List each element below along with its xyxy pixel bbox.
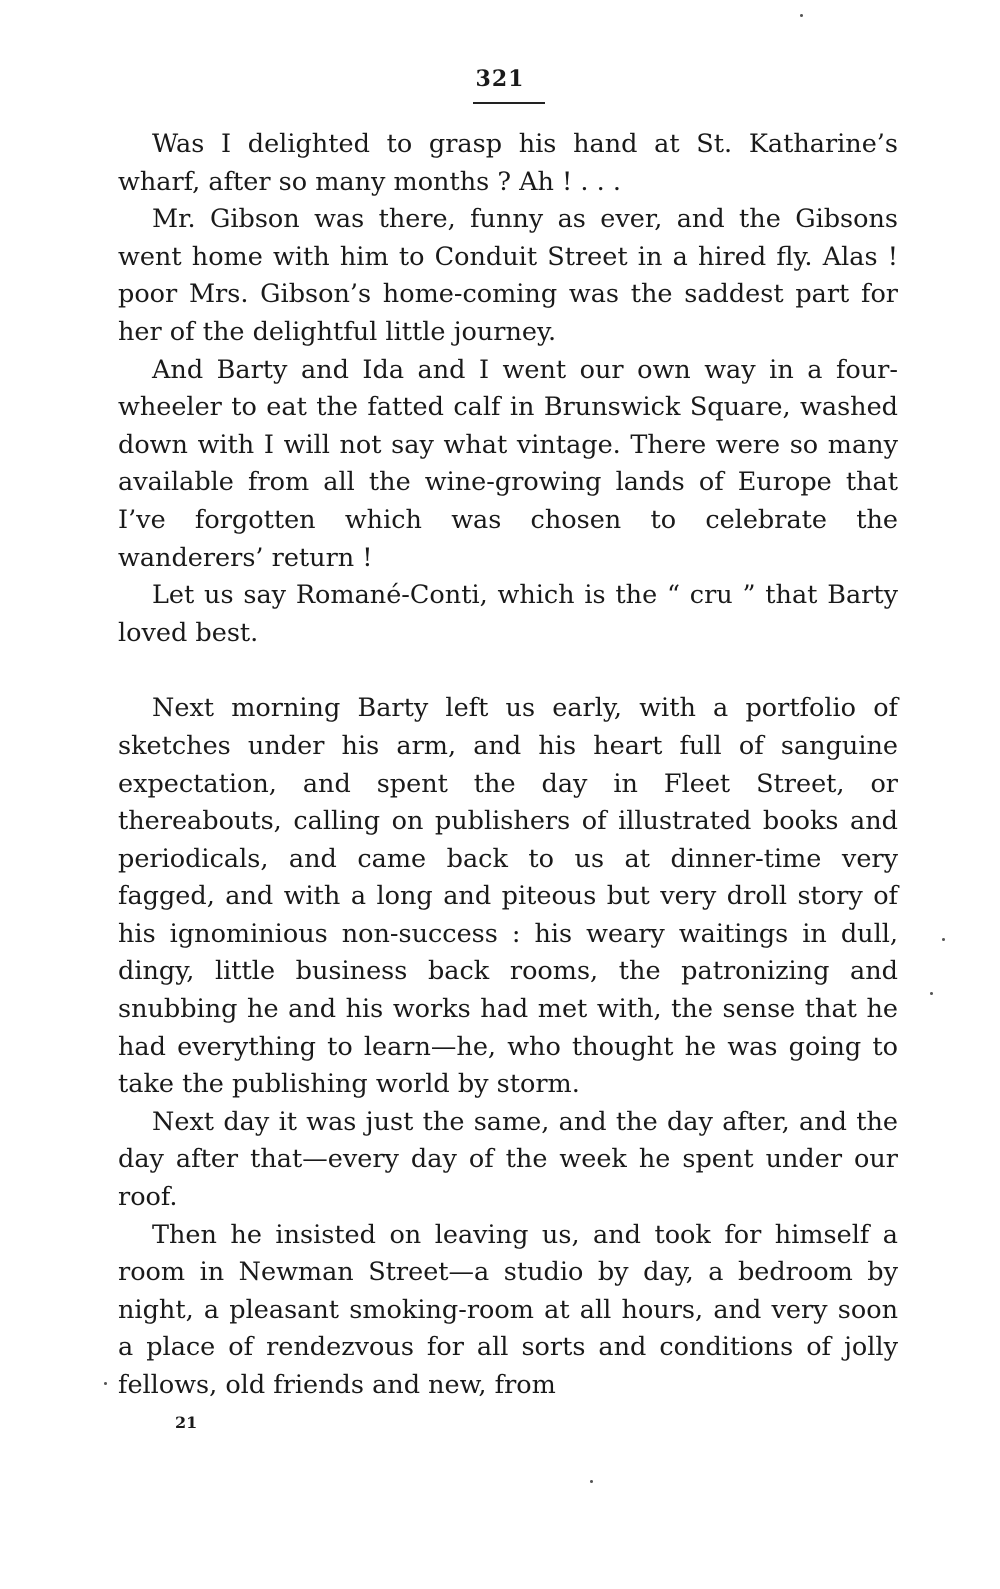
paragraph: Mr. Gibson was there, funny as ever, and the Gibsons went home with him to Conduit Street in a hired fly. Alas ! poor Mrs. Gibson’s home-coming was the saddest part for her of the delightful little journey. [118, 204, 898, 347]
paragraph: Then he insisted on leaving us, and took for himself a room in Newman Street—a studio by day, a bedroom by night, a pleasant smoking-room at all hours, and very soon a place of rendezvous for all sorts and conditions of jolly fellows, old friends and new, from [118, 1219, 898, 1400]
paragraph: Next day it was just the same, and the day after, and the day after that—every day of the week he spent under our roof. [118, 1106, 898, 1213]
paragraph: Next morning Barty left us early, with a portfolio of sketches under his arm, and his heart full of sanguine expectation, and spent the day in Fleet Street, or thereabouts, calling on publishers of illustrated books and periodicals, and came back to us at dinner-time very fagged, and with a long and piteous but very droll story of his ignominious non-success : his weary waitings in dull, dingy, little business back rooms, the patronizing and snubbing he and his works had met with, the sense that he had everything to learn—he, who thought he was going to take the publishing world by storm. [118, 693, 898, 1100]
signature-mark: 21 [175, 1413, 198, 1432]
page-number: 321 [475, 66, 525, 92]
paragraph: Was I delighted to grasp his hand at St. Katharine’s wharf, after so many months ? Ah ! . . . [118, 129, 898, 197]
scan-speck [590, 1480, 593, 1483]
section-break [118, 652, 898, 690]
page-number-rule [473, 102, 545, 104]
paragraph: And Barty and Ida and I went our own way in a four-wheeler to eat the fatted calf in Brunswick Square, washed down with I will not say what vintage. There were so many available from all the wine-growing lands of Europe that I’ve forgotten which was chosen to celebrate the wanderers’ return ! [118, 354, 898, 573]
paragraph: Let us say Romané-Conti, which is the “ cru ” that Barty loved best. [118, 580, 898, 648]
scan-speck [104, 1382, 107, 1385]
scan-speck [800, 14, 803, 17]
body-text [118, 126, 898, 1405]
scan-speck [942, 938, 945, 941]
scan-speck [930, 992, 933, 995]
